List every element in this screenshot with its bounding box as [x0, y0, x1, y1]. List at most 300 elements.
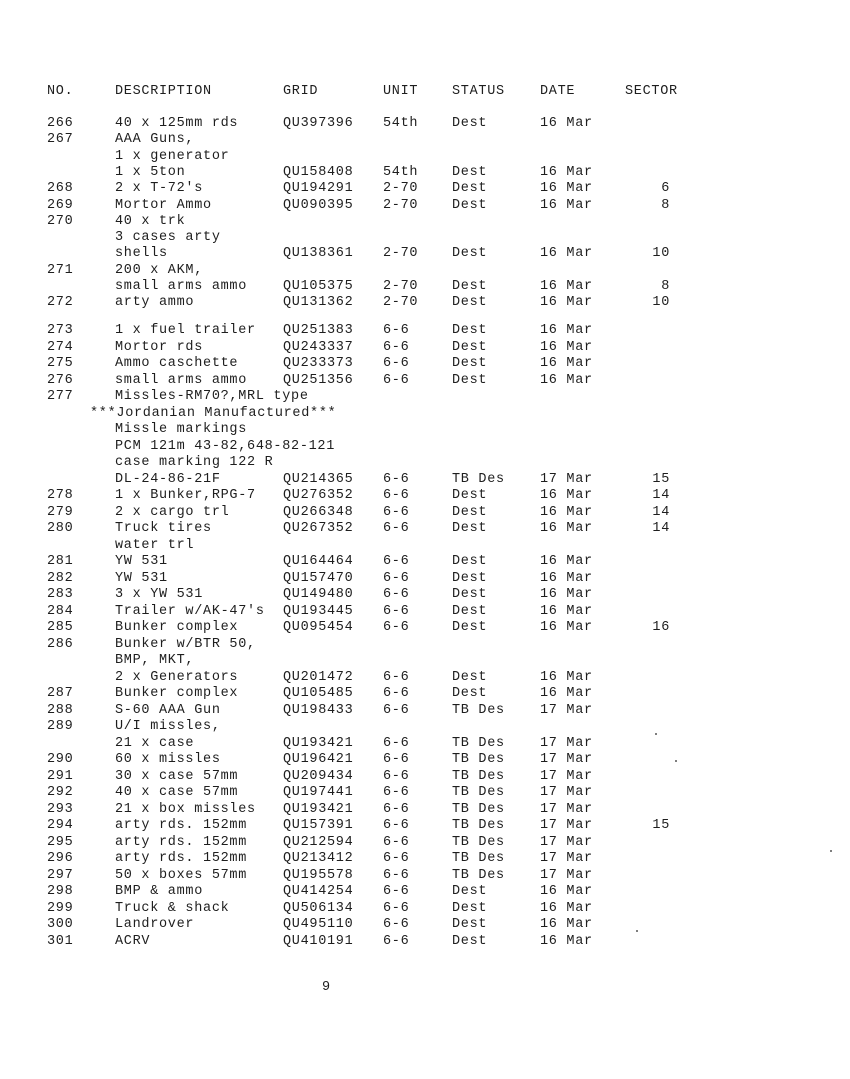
cell-grid: QU193421: [283, 801, 354, 817]
cell-sector: 16: [652, 620, 670, 636]
table-row: [0, 719, 850, 735]
cell-date: 16 Mar: [540, 181, 593, 197]
cell-status: TB Des: [452, 752, 505, 768]
cell-grid: QU495110: [283, 917, 354, 933]
cell-date: 17 Mar: [540, 801, 593, 817]
cell-unit: 2-70: [383, 279, 419, 294]
cell-no: 287: [47, 686, 74, 702]
header-description: DESCRIPTION: [115, 84, 212, 99]
cell-desc: arty rds. 152mm: [115, 834, 248, 850]
cell-date: 16 Mar: [540, 356, 593, 372]
cell-unit: 6-6: [383, 686, 410, 702]
cell-date: 16 Mar: [540, 197, 593, 213]
cell-no: 288: [47, 702, 74, 718]
cell-date: 17 Mar: [540, 834, 593, 850]
table-row: [0, 389, 850, 405]
cell-status: TB Des: [452, 834, 505, 850]
cell-date: 16 Mar: [540, 323, 593, 339]
cell-desc: 40 x 125mm rds: [115, 116, 239, 131]
table-row: [0, 165, 850, 181]
cell-unit: 6-6: [383, 917, 410, 933]
table-row: [0, 637, 850, 653]
cell-grid: QU138361: [283, 246, 354, 262]
table-row: [0, 917, 850, 933]
table-row: [0, 356, 850, 372]
cell-sector: 8: [661, 197, 670, 213]
cell-no: 297: [47, 867, 74, 883]
table-row: [0, 670, 850, 686]
cell-date: 16 Mar: [540, 620, 593, 636]
cell-unit: 6-6: [383, 669, 410, 685]
cell-no: 270: [47, 213, 74, 229]
cell-unit: 6-6: [383, 339, 410, 355]
cell-status: Dest: [452, 164, 488, 180]
cell-no: 277: [47, 389, 74, 405]
cell-date: 16 Mar: [540, 884, 593, 900]
cell-grid: QU266348: [283, 504, 354, 520]
table-row: [0, 340, 850, 356]
cell-unit: 6-6: [383, 785, 410, 801]
cell-desc: water trl: [115, 537, 195, 553]
cell-unit: 6-6: [383, 851, 410, 867]
cell-grid: QU414254: [283, 884, 354, 900]
cell-date: 16 Mar: [540, 116, 593, 131]
header-date: DATE: [540, 84, 576, 99]
cell-unit: 2-70: [383, 295, 419, 311]
cell-status: Dest: [452, 181, 488, 197]
cell-desc: AAA Guns,: [115, 132, 195, 148]
table-row: [0, 554, 850, 570]
cell-desc: ***Jordanian Manufactured***: [90, 405, 337, 421]
cell-grid: QU233373: [283, 356, 354, 372]
cell-status: TB Des: [452, 735, 505, 751]
cell-unit: 6-6: [383, 933, 410, 949]
cell-desc: 40 x case 57mm: [115, 785, 239, 801]
cell-date: 17 Mar: [540, 735, 593, 751]
cell-unit: 6-6: [383, 702, 410, 718]
cell-date: 16 Mar: [540, 372, 593, 388]
cell-unit: 54th: [383, 116, 419, 131]
cell-desc: Ammo caschette: [115, 356, 239, 372]
cell-desc: small arms ammo: [115, 279, 248, 294]
cell-desc: S-60 AAA Gun: [115, 702, 221, 718]
cell-date: 17 Mar: [540, 785, 593, 801]
cell-desc: 30 x case 57mm: [115, 768, 239, 784]
table-row: [0, 587, 850, 603]
cell-no: 279: [47, 504, 74, 520]
cell-desc: U/I missles,: [115, 719, 221, 735]
cell-desc: BMP, MKT,: [115, 653, 195, 669]
cell-desc: Landrover: [115, 917, 195, 933]
cell-unit: 6-6: [383, 900, 410, 916]
cell-desc: 1 x 5ton: [115, 164, 186, 180]
table-row: [0, 884, 850, 900]
cell-grid: QU276352: [283, 488, 354, 504]
cell-desc: 1 x generator: [115, 148, 230, 164]
cell-desc: Mortor Ammo: [115, 197, 212, 213]
cell-unit: 6-6: [383, 323, 410, 339]
cell-grid: QU243337: [283, 339, 354, 355]
cell-no: 266: [47, 116, 74, 131]
cell-date: 16 Mar: [540, 900, 593, 916]
cell-sector: 15: [652, 818, 670, 834]
cell-status: TB Des: [452, 471, 505, 487]
table-row: [0, 406, 850, 422]
table-row: [0, 323, 850, 339]
cell-grid: QU164464: [283, 554, 354, 570]
cell-no: 293: [47, 801, 74, 817]
table-row: [0, 488, 850, 504]
cell-grid: QU267352: [283, 521, 354, 537]
cell-desc: Missles-RM70?,MRL type: [115, 389, 309, 405]
table-row: [0, 230, 850, 246]
cell-unit: 6-6: [383, 834, 410, 850]
cell-grid: QU131362: [283, 295, 354, 311]
cell-date: 16 Mar: [540, 295, 593, 311]
cell-unit: 6-6: [383, 620, 410, 636]
cell-grid: QU193421: [283, 735, 354, 751]
cell-status: Dest: [452, 339, 488, 355]
cell-desc: 3 x YW 531: [115, 587, 204, 603]
cell-desc: 50 x boxes 57mm: [115, 867, 248, 883]
cell-no: 291: [47, 768, 74, 784]
cell-desc: 21 x box missles: [115, 801, 256, 817]
table-row: [0, 769, 850, 785]
cell-desc: Truck tires: [115, 521, 212, 537]
cell-status: TB Des: [452, 801, 505, 817]
cell-unit: 6-6: [383, 521, 410, 537]
cell-no: 299: [47, 900, 74, 916]
cell-unit: 6-6: [383, 372, 410, 388]
cell-unit: 6-6: [383, 471, 410, 487]
cell-grid: QU397396: [283, 116, 354, 131]
cell-date: 16 Mar: [540, 164, 593, 180]
cell-sector: 14: [652, 504, 670, 520]
cell-date: 16 Mar: [540, 933, 593, 949]
cell-grid: QU201472: [283, 669, 354, 685]
table-row: [0, 149, 850, 165]
header-unit: UNIT: [383, 84, 419, 99]
cell-date: 16 Mar: [540, 504, 593, 520]
cell-grid: QU251383: [283, 323, 354, 339]
cell-grid: QU197441: [283, 785, 354, 801]
cell-unit: 54th: [383, 164, 419, 180]
cell-unit: 2-70: [383, 197, 419, 213]
table-row: [0, 116, 850, 132]
cell-no: 273: [47, 323, 74, 339]
cell-sector: 8: [661, 279, 670, 294]
cell-unit: 6-6: [383, 884, 410, 900]
cell-no: 295: [47, 834, 74, 850]
table-row: [0, 214, 850, 230]
header-status: STATUS: [452, 84, 505, 99]
cell-grid: QU105485: [283, 686, 354, 702]
cell-grid: QU193445: [283, 603, 354, 619]
cell-status: TB Des: [452, 851, 505, 867]
cell-unit: 6-6: [383, 801, 410, 817]
cell-desc: PCM 121m 43-82,648-82-121: [115, 438, 336, 454]
cell-status: Dest: [452, 603, 488, 619]
table-row: [0, 505, 850, 521]
cell-status: Dest: [452, 686, 488, 702]
cell-status: Dest: [452, 295, 488, 311]
cell-desc: 2 x Generators: [115, 669, 239, 685]
table-row: [0, 851, 850, 867]
table-row: [0, 752, 850, 768]
cell-sector: 14: [652, 521, 670, 537]
cell-desc: YW 531: [115, 554, 168, 570]
cell-desc: Truck & shack: [115, 900, 230, 916]
cell-date: 16 Mar: [540, 521, 593, 537]
cell-unit: 6-6: [383, 735, 410, 751]
table-header: [0, 84, 850, 100]
cell-status: Dest: [452, 323, 488, 339]
cell-desc: 1 x Bunker,RPG-7: [115, 488, 256, 504]
scan-speck: [655, 733, 657, 735]
cell-grid: QU157391: [283, 818, 354, 834]
cell-status: Dest: [452, 587, 488, 603]
cell-grid: QU209434: [283, 768, 354, 784]
cell-sector: 10: [652, 246, 670, 262]
cell-status: Dest: [452, 488, 488, 504]
cell-status: Dest: [452, 279, 488, 294]
cell-desc: shells: [115, 246, 168, 262]
cell-unit: 6-6: [383, 587, 410, 603]
cell-status: Dest: [452, 554, 488, 570]
cell-grid: QU090395: [283, 197, 354, 213]
table-row: [0, 818, 850, 834]
cell-date: 17 Mar: [540, 768, 593, 784]
cell-desc: Bunker w/BTR 50,: [115, 636, 256, 652]
cell-desc: arty ammo: [115, 295, 195, 311]
cell-unit: 6-6: [383, 752, 410, 768]
cell-grid: QU410191: [283, 933, 354, 949]
cell-date: 16 Mar: [540, 587, 593, 603]
table-row: [0, 604, 850, 620]
table-row: [0, 472, 850, 488]
cell-status: Dest: [452, 356, 488, 372]
cell-no: 292: [47, 785, 74, 801]
cell-status: TB Des: [452, 702, 505, 718]
cell-grid: QU095454: [283, 620, 354, 636]
table-row: [0, 901, 850, 917]
cell-no: 284: [47, 603, 74, 619]
cell-grid: QU194291: [283, 181, 354, 197]
table-row: [0, 620, 850, 636]
table-row: [0, 653, 850, 669]
cell-date: 16 Mar: [540, 488, 593, 504]
cell-desc: arty rds. 152mm: [115, 851, 248, 867]
table-row: [0, 835, 850, 851]
table-row: [0, 538, 850, 554]
table-row: [0, 181, 850, 197]
cell-status: Dest: [452, 197, 488, 213]
cell-no: 283: [47, 587, 74, 603]
cell-no: 282: [47, 570, 74, 586]
cell-date: 16 Mar: [540, 603, 593, 619]
cell-grid: QU213412: [283, 851, 354, 867]
table-row: [0, 521, 850, 537]
cell-desc: Trailer w/AK-47's: [115, 603, 265, 619]
cell-desc: small arms ammo: [115, 372, 248, 388]
table-row: [0, 868, 850, 884]
table-row: [0, 246, 850, 262]
cell-desc: DL-24-86-21F: [115, 471, 221, 487]
cell-date: 16 Mar: [540, 669, 593, 685]
cell-status: Dest: [452, 620, 488, 636]
cell-grid: QU198433: [283, 702, 354, 718]
cell-date: 16 Mar: [540, 554, 593, 570]
cell-status: Dest: [452, 669, 488, 685]
header-grid: GRID: [283, 84, 319, 99]
cell-no: 271: [47, 262, 74, 278]
cell-unit: 6-6: [383, 356, 410, 372]
table-row: [0, 934, 850, 950]
cell-unit: 6-6: [383, 768, 410, 784]
cell-status: Dest: [452, 521, 488, 537]
table-row: [0, 132, 850, 148]
cell-desc: 40 x trk: [115, 213, 186, 229]
cell-desc: 2 x cargo trl: [115, 504, 230, 520]
cell-date: 17 Mar: [540, 818, 593, 834]
cell-unit: 6-6: [383, 867, 410, 883]
cell-desc: Bunker complex: [115, 620, 239, 636]
cell-sector: 14: [652, 488, 670, 504]
cell-no: 275: [47, 356, 74, 372]
cell-no: 290: [47, 752, 74, 768]
cell-desc: 21 x case: [115, 735, 195, 751]
cell-no: 276: [47, 372, 74, 388]
cell-desc: 60 x missles: [115, 752, 221, 768]
table-row: [0, 263, 850, 279]
cell-date: 16 Mar: [540, 570, 593, 586]
cell-desc: case marking 122 R: [115, 455, 274, 471]
cell-no: 294: [47, 818, 74, 834]
cell-no: 296: [47, 851, 74, 867]
table-row: [0, 802, 850, 818]
scan-speck: [830, 850, 832, 852]
table-row: [0, 422, 850, 438]
cell-no: 274: [47, 339, 74, 355]
cell-desc: Mortor rds: [115, 339, 204, 355]
header-no: NO.: [47, 84, 74, 99]
cell-no: 281: [47, 554, 74, 570]
cell-no: 300: [47, 917, 74, 933]
cell-sector: 6: [661, 181, 670, 197]
table-row: [0, 571, 850, 587]
page-number: 9: [322, 980, 331, 995]
cell-desc: 200 x AKM,: [115, 262, 204, 278]
cell-date: 17 Mar: [540, 851, 593, 867]
cell-desc: arty rds. 152mm: [115, 818, 248, 834]
cell-desc: BMP & ammo: [115, 884, 204, 900]
cell-unit: 6-6: [383, 504, 410, 520]
cell-status: Dest: [452, 246, 488, 262]
cell-unit: 2-70: [383, 246, 419, 262]
cell-unit: 6-6: [383, 488, 410, 504]
cell-no: 272: [47, 295, 74, 311]
cell-date: 16 Mar: [540, 686, 593, 702]
cell-no: 268: [47, 181, 74, 197]
table-row: [0, 736, 850, 752]
cell-unit: 6-6: [383, 603, 410, 619]
cell-grid: QU212594: [283, 834, 354, 850]
cell-status: Dest: [452, 884, 488, 900]
cell-status: TB Des: [452, 768, 505, 784]
cell-status: Dest: [452, 933, 488, 949]
cell-grid: QU157470: [283, 570, 354, 586]
cell-status: Dest: [452, 504, 488, 520]
cell-date: 17 Mar: [540, 702, 593, 718]
scan-speck: [675, 760, 677, 762]
cell-desc: Bunker complex: [115, 686, 239, 702]
cell-date: 16 Mar: [540, 917, 593, 933]
cell-no: 289: [47, 719, 74, 735]
table-row: [0, 703, 850, 719]
cell-status: Dest: [452, 116, 488, 131]
cell-date: 17 Mar: [540, 867, 593, 883]
table-row: [0, 686, 850, 702]
cell-no: 278: [47, 488, 74, 504]
cell-no: 280: [47, 521, 74, 537]
cell-date: 17 Mar: [540, 752, 593, 768]
cell-status: Dest: [452, 372, 488, 388]
cell-unit: 2-70: [383, 181, 419, 197]
cell-desc: 3 cases arty: [115, 230, 221, 246]
cell-status: TB Des: [452, 818, 505, 834]
header-sector: SECTOR: [625, 84, 678, 99]
cell-grid: QU196421: [283, 752, 354, 768]
cell-grid: QU158408: [283, 164, 354, 180]
cell-no: 267: [47, 132, 74, 148]
cell-unit: 6-6: [383, 570, 410, 586]
scan-speck: [636, 930, 638, 932]
table-row: [0, 455, 850, 471]
cell-unit: 6-6: [383, 554, 410, 570]
table-row: [0, 785, 850, 801]
cell-grid: QU506134: [283, 900, 354, 916]
cell-desc: YW 531: [115, 570, 168, 586]
cell-grid: QU195578: [283, 867, 354, 883]
cell-date: 16 Mar: [540, 246, 593, 262]
cell-status: TB Des: [452, 785, 505, 801]
cell-date: 16 Mar: [540, 279, 593, 294]
cell-status: Dest: [452, 900, 488, 916]
cell-no: 285: [47, 620, 74, 636]
cell-date: 16 Mar: [540, 339, 593, 355]
cell-status: Dest: [452, 917, 488, 933]
cell-no: 286: [47, 636, 74, 652]
cell-no: 298: [47, 884, 74, 900]
cell-date: 17 Mar: [540, 471, 593, 487]
cell-status: Dest: [452, 570, 488, 586]
cell-sector: 10: [652, 295, 670, 311]
cell-desc: Missle markings: [115, 422, 248, 438]
cell-grid: QU149480: [283, 587, 354, 603]
cell-grid: QU214365: [283, 471, 354, 487]
cell-grid: QU105375: [283, 279, 354, 294]
table-row: [0, 439, 850, 455]
cell-no: 301: [47, 933, 74, 949]
table-row: [0, 373, 850, 389]
table-row: [0, 279, 850, 295]
cell-sector: 15: [652, 471, 670, 487]
cell-no: 269: [47, 197, 74, 213]
cell-grid: QU251356: [283, 372, 354, 388]
cell-desc: 2 x T-72's: [115, 181, 204, 197]
table-row: [0, 198, 850, 214]
table-row: [0, 295, 850, 311]
